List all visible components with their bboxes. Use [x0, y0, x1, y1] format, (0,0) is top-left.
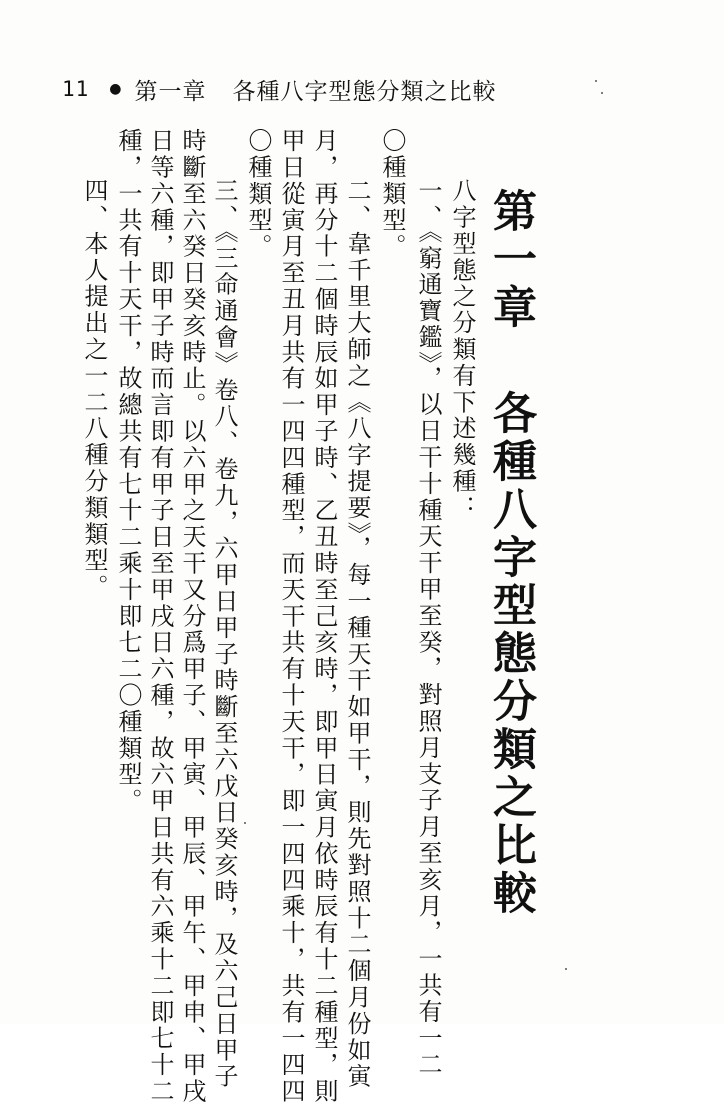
item2-line1: 二、韋千里大師之《八字提要》，每一種天干如甲干，則先對照十二個月份如寅: [343, 178, 371, 1090]
page-number: 11: [62, 77, 90, 101]
item2-line2: 月，再分十二個時辰如甲子時、乙丑時至己亥時，即甲日寅月依時辰有十二種型，則: [310, 128, 338, 1105]
item1-line2: 〇種類型。: [378, 128, 406, 260]
scan-speck: [601, 92, 603, 94]
item3-line1: 三、《三命通會》卷八、卷九，六甲日甲子時斷至六戊日癸亥時，及六己日甲子: [210, 178, 238, 1090]
chapter-heading-number: 第一章: [485, 188, 536, 332]
paragraph-intro: 八字型態之分類有下述幾種：: [448, 178, 476, 522]
header-chapter: 第一章: [134, 78, 207, 105]
item2-line3: 甲日從寅月至丑月共有一四四種型，而天干共有十天干，即一四四乘十，共有一四四: [277, 128, 305, 1105]
scan-speck: [244, 822, 246, 824]
item1-line1: 一、《窮通寶鑑》，以日干十種天干甲至癸，對照月支子月至亥月，一共有一二: [414, 178, 442, 1078]
item2-line4: 〇種類型。: [244, 128, 272, 260]
header-title: 各種八字型態分類之比較: [232, 78, 497, 105]
chapter-heading-title: 各種八字型態分類之比較: [485, 390, 536, 918]
bullet-icon: ●: [109, 81, 123, 97]
scan-speck: [595, 80, 597, 82]
chapter-heading: [485, 188, 536, 918]
item3-line2: 時斷至六癸日癸亥時止。以六甲之天干又分爲甲子、甲寅、甲辰、甲午、甲申、甲戌: [178, 128, 206, 1105]
item3-line4: 種，一共有十天干，故總共有七十二乘十即七二〇種類型。: [114, 128, 142, 815]
item3-line3: 日等六種，即甲子時而言即有甲子日至甲戌日六種，故六甲日共有六乘十二即七十二: [146, 128, 174, 1105]
running-header: [62, 72, 497, 106]
item4-line1: 四、本人提出之一二八種分類類型。: [80, 178, 108, 601]
scan-speck: [565, 968, 567, 970]
